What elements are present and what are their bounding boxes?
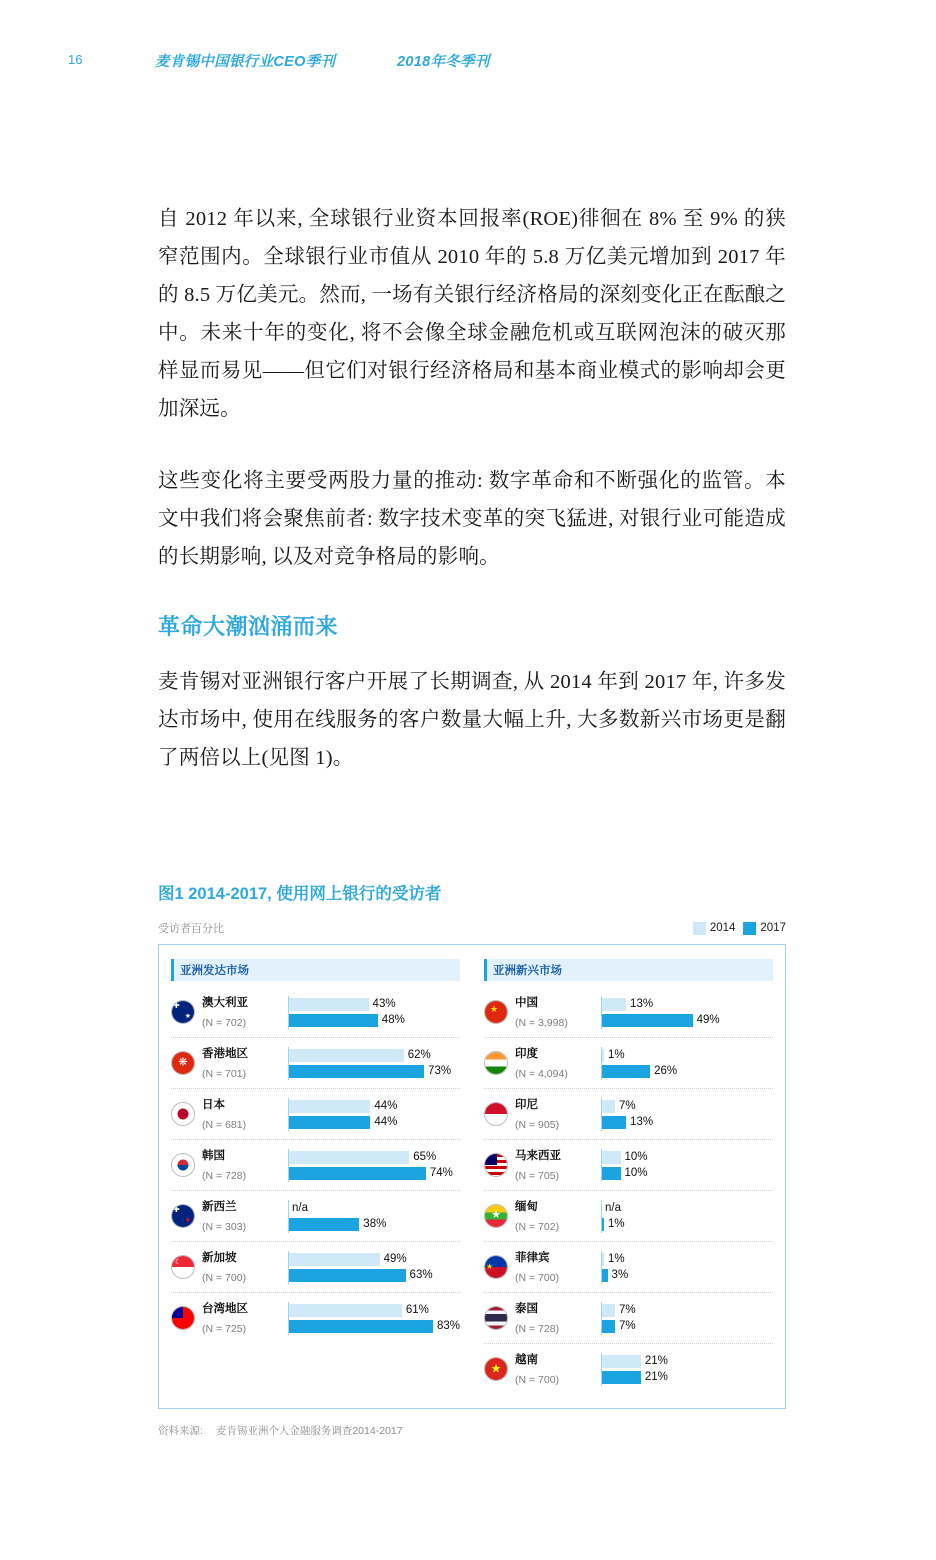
bar-value-2017: 49% [696, 1014, 720, 1026]
market-name: 缅甸 [515, 1201, 538, 1213]
publication-title: 麦肯锡中国银行业CEO季刊 [155, 54, 336, 70]
bar-value-2014: 1% [608, 1253, 625, 1265]
source-text: 麦肯锡亚洲个人金融服务调查2014-2017 [215, 1425, 403, 1437]
column-heading-developed: 亚洲发达市场 [171, 959, 460, 981]
sample-size: (N = 4,094) [515, 1068, 568, 1080]
sample-size: (N = 905) [515, 1119, 560, 1131]
bar-line-2017 [602, 1217, 773, 1232]
row-bars [288, 1251, 460, 1284]
row-bars [288, 996, 460, 1029]
market-name: 新西兰 [202, 1201, 237, 1213]
bar-2017 [602, 1167, 621, 1180]
bar-value-2017: 73% [428, 1065, 452, 1077]
flag-icon [171, 1102, 195, 1126]
sample-size: (N = 702) [515, 1221, 560, 1233]
row-bars [288, 1200, 460, 1233]
row-bars [601, 1047, 773, 1080]
chart-row [171, 1140, 460, 1191]
bar-line-2017 [602, 1013, 773, 1028]
exhibit-figure-1 [158, 880, 786, 1438]
sample-size: (N = 701) [202, 1068, 247, 1080]
bar-line-2014 [289, 1048, 460, 1063]
chart-row [171, 1191, 460, 1242]
sample-size: (N = 702) [202, 1017, 247, 1029]
bar-2017 [602, 1065, 650, 1078]
bar-value-2014: 21% [644, 1355, 668, 1367]
row-labels [202, 1247, 288, 1287]
row-bars [601, 1353, 773, 1386]
bar-2017 [602, 1371, 641, 1384]
sample-size: (N = 705) [515, 1170, 560, 1182]
bar-2017 [289, 1269, 406, 1282]
chart-row [484, 1140, 773, 1191]
exhibit-source [158, 1423, 786, 1438]
row-labels [515, 1349, 601, 1389]
bar-2014 [602, 1355, 641, 1368]
row-labels [202, 1298, 288, 1338]
row-labels [515, 1247, 601, 1287]
exhibit-subheader [158, 920, 786, 936]
column-heading-emerging: 亚洲新兴市场 [484, 959, 773, 981]
bar-2014 [289, 1253, 380, 1266]
bar-2017 [602, 1269, 608, 1282]
legend-swatch-2014 [693, 922, 706, 935]
bar-line-2017 [602, 1319, 773, 1334]
bar-line-2017 [602, 1370, 773, 1385]
bar-value-2014: 13% [630, 998, 654, 1010]
bar-line-2014 [602, 1201, 773, 1216]
bar-value-2017: 21% [644, 1371, 668, 1383]
bar-2014 [289, 1049, 404, 1062]
bar-line-2014 [289, 1303, 460, 1318]
bar-2014 [602, 1049, 604, 1062]
bar-value-2017: 74% [429, 1167, 453, 1179]
legend-swatch-2017 [743, 922, 756, 935]
chart-row [171, 1242, 460, 1293]
bar-line-2017 [602, 1166, 773, 1181]
exhibit-title: 图1 2014-2017, 使用网上银行的受访者 [158, 885, 442, 903]
issue-label: 2018年冬季刊 [397, 54, 490, 70]
bar-line-2017 [289, 1064, 460, 1079]
row-bars [601, 1098, 773, 1131]
flag-icon [484, 1102, 508, 1126]
bar-line-2014 [602, 1354, 773, 1369]
bar-line-2014 [602, 997, 773, 1012]
bar-line-2014 [602, 1048, 773, 1063]
flag-icon: ✚ ★ [171, 1000, 195, 1024]
bar-line-2014 [602, 1150, 773, 1165]
bar-line-2017 [289, 1166, 460, 1181]
bar-value-2017: 83% [436, 1320, 460, 1332]
bar-value-2014: 7% [618, 1100, 636, 1112]
bar-value-2017: 48% [381, 1014, 405, 1026]
bar-line-2017 [602, 1115, 773, 1130]
bar-line-2017 [289, 1217, 460, 1232]
row-bars [288, 1047, 460, 1080]
row-bars [601, 996, 773, 1029]
chart-rows-emerging [484, 987, 773, 1394]
bar-line-2017 [289, 1268, 460, 1283]
bar-2014 [602, 1151, 621, 1164]
row-labels [515, 1196, 601, 1236]
bar-2014 [289, 1304, 402, 1317]
market-name: 香港地区 [202, 1048, 248, 1060]
bar-line-2017 [289, 1013, 460, 1028]
bar-value-2017: 26% [654, 1065, 678, 1077]
market-name: 马来西亚 [515, 1150, 561, 1162]
flag-icon: ❋ [171, 1051, 195, 1075]
bar-value-2014: 65% [413, 1151, 437, 1163]
bar-2014 [289, 998, 369, 1011]
legend-item-2014 [693, 922, 736, 935]
market-name: 日本 [202, 1099, 225, 1111]
bar-value-2017: 1% [608, 1218, 625, 1230]
bar-line-2014 [602, 1303, 773, 1318]
row-bars [601, 1200, 773, 1233]
chart-row [484, 987, 773, 1038]
chart-row [171, 1293, 460, 1343]
bar-2017 [602, 1320, 615, 1333]
row-bars [601, 1149, 773, 1182]
sample-size: (N = 728) [515, 1323, 560, 1335]
bar-2017 [602, 1116, 626, 1129]
chart-row [171, 1089, 460, 1140]
flag-icon [484, 1153, 508, 1177]
legend-label-2017: 2017 [760, 922, 786, 934]
sample-size: (N = 728) [202, 1170, 247, 1182]
row-labels [202, 1094, 288, 1134]
row-labels [515, 1298, 601, 1338]
market-name: 印尼 [515, 1099, 538, 1111]
sample-size: (N = 681) [202, 1119, 247, 1131]
bar-line-2014 [602, 1099, 773, 1114]
chart-row [484, 1038, 773, 1089]
market-name: 菲律宾 [515, 1252, 550, 1264]
bar-value-2017: 13% [630, 1116, 654, 1128]
flag-icon [171, 1306, 195, 1330]
paragraph-3: 麦肯锡对亚洲银行客户开展了长期调查, 从 2014 年到 2017 年, 许多发达市场中, 使用在线服务的客户数量大幅上升, 大多数新兴市场更是翻了两倍以上(见图 1)。 [158, 671, 786, 769]
bar-line-2017 [602, 1268, 773, 1283]
bar-2014 [602, 1253, 604, 1266]
row-bars [288, 1149, 460, 1182]
source-label: 资料来源: [158, 1425, 203, 1437]
legend-item-2017 [743, 922, 786, 935]
chart-row [484, 1242, 773, 1293]
bar-2017 [289, 1065, 424, 1078]
flag-icon: ★ [484, 1255, 508, 1279]
paragraph-1: 自 2012 年以来, 全球银行业资本回报率(ROE)徘徊在 8% 至 9% 的狭窄范围内。全球银行业市值从 2010 年的 5.8 万亿美元增加到 2017 年的 8.5 万亿美元。然而, 一场有关银行经济格局的深刻变化正在酝酿之中。未来十年的变化, 将不会像全球金融危机或互联网泡沫的破灭那样显而易见——但它们对银行经济格局和基本商业模式的影响却会更加深远。 [158, 208, 786, 420]
bar-line-2014 [289, 997, 460, 1012]
flag-icon: ☾ [171, 1255, 195, 1279]
bar-value-2017: 63% [409, 1269, 433, 1281]
chart-container [158, 944, 786, 1409]
bar-line-2014 [289, 1252, 460, 1267]
flag-icon: ★ [484, 1204, 508, 1228]
row-bars [288, 1098, 460, 1131]
bar-2017 [602, 1014, 693, 1027]
bar-value-2014: 10% [624, 1151, 648, 1163]
exhibit-unit-label: 受访者百分比 [158, 923, 224, 935]
bar-value-2014: 44% [374, 1100, 398, 1112]
bar-value-2017: 38% [363, 1218, 387, 1230]
bar-line-2017 [289, 1115, 460, 1130]
bar-value-2014: n/a [605, 1202, 621, 1214]
bar-value-2017: 10% [624, 1167, 648, 1179]
bar-2014 [602, 998, 626, 1011]
bar-2014 [289, 1100, 370, 1113]
market-name: 澳大利亚 [202, 997, 248, 1009]
bar-2017 [602, 1218, 604, 1231]
bar-value-2017: 44% [374, 1116, 398, 1128]
flag-icon: ★ [484, 1000, 508, 1024]
paragraph-2: 这些变化将主要受两股力量的推动: 数字革命和不断强化的监管。本文中我们将会聚焦前者: 数字技术变革的突飞猛进, 对银行业可能造成的长期影响, 以及对竞争格局的影响。 [158, 470, 786, 568]
article-body [158, 200, 786, 811]
row-labels [202, 1196, 288, 1236]
sample-size: (N = 303) [202, 1221, 247, 1233]
bar-line-2014 [289, 1150, 460, 1165]
chart-row [484, 1089, 773, 1140]
bar-2017 [289, 1167, 426, 1180]
sample-size: (N = 700) [515, 1374, 560, 1386]
legend-label-2014: 2014 [709, 922, 736, 934]
chart-legend [693, 922, 786, 935]
bar-value-2014: 49% [383, 1253, 407, 1265]
bar-2014 [602, 1304, 615, 1317]
row-bars [288, 1302, 460, 1335]
chart-column-developed [171, 959, 472, 1394]
sample-size: (N = 700) [515, 1272, 560, 1284]
row-labels [515, 1043, 601, 1083]
bar-value-2014: n/a [292, 1202, 308, 1214]
chart-column-emerging [472, 959, 773, 1394]
sample-size: (N = 700) [202, 1272, 247, 1284]
chart-rows-developed [171, 987, 460, 1343]
chart-row [484, 1191, 773, 1242]
market-name: 韩国 [202, 1150, 225, 1162]
bar-2014 [289, 1151, 409, 1164]
flag-icon: ✚ ★ [171, 1204, 195, 1228]
flag-icon [484, 1306, 508, 1330]
row-labels [515, 1094, 601, 1134]
row-labels [202, 1145, 288, 1185]
page-number: 16 [68, 52, 83, 67]
row-labels [515, 992, 601, 1032]
row-labels [202, 1043, 288, 1083]
flag-icon [484, 1051, 508, 1075]
bar-line-2017 [289, 1319, 460, 1334]
market-name: 印度 [515, 1048, 538, 1060]
bar-line-2014 [289, 1099, 460, 1114]
bar-value-2014: 43% [372, 998, 396, 1010]
section-heading: 革命大潮汹涌而来 [158, 614, 339, 639]
flag-icon: ★ [484, 1357, 508, 1381]
row-bars [601, 1302, 773, 1335]
market-name: 越南 [515, 1354, 538, 1366]
chart-row [171, 1038, 460, 1089]
bar-value-2017: 3% [611, 1269, 629, 1281]
row-bars [601, 1251, 773, 1284]
bar-2014 [602, 1100, 615, 1113]
chart-row [484, 1293, 773, 1344]
row-labels [515, 1145, 601, 1185]
bar-2017 [289, 1116, 370, 1129]
chart-row [171, 987, 460, 1038]
page-header [0, 52, 936, 76]
chart-row [484, 1344, 773, 1394]
market-name: 台湾地区 [202, 1303, 248, 1315]
bar-2017 [289, 1218, 359, 1231]
market-name: 新加坡 [202, 1252, 237, 1264]
market-name: 泰国 [515, 1303, 538, 1315]
bar-line-2014 [289, 1201, 460, 1216]
bar-value-2017: 7% [618, 1320, 636, 1332]
row-labels [202, 992, 288, 1032]
bar-line-2017 [602, 1064, 773, 1079]
bar-2017 [289, 1320, 433, 1333]
bar-line-2014 [602, 1252, 773, 1267]
bar-value-2014: 7% [618, 1304, 636, 1316]
bar-2017 [289, 1014, 378, 1027]
bar-value-2014: 1% [608, 1049, 625, 1061]
sample-size: (N = 725) [202, 1323, 247, 1335]
bar-value-2014: 62% [407, 1049, 431, 1061]
bar-value-2014: 61% [405, 1304, 429, 1316]
sample-size: (N = 3,998) [515, 1017, 568, 1029]
flag-icon [171, 1153, 195, 1177]
market-name: 中国 [515, 997, 538, 1009]
